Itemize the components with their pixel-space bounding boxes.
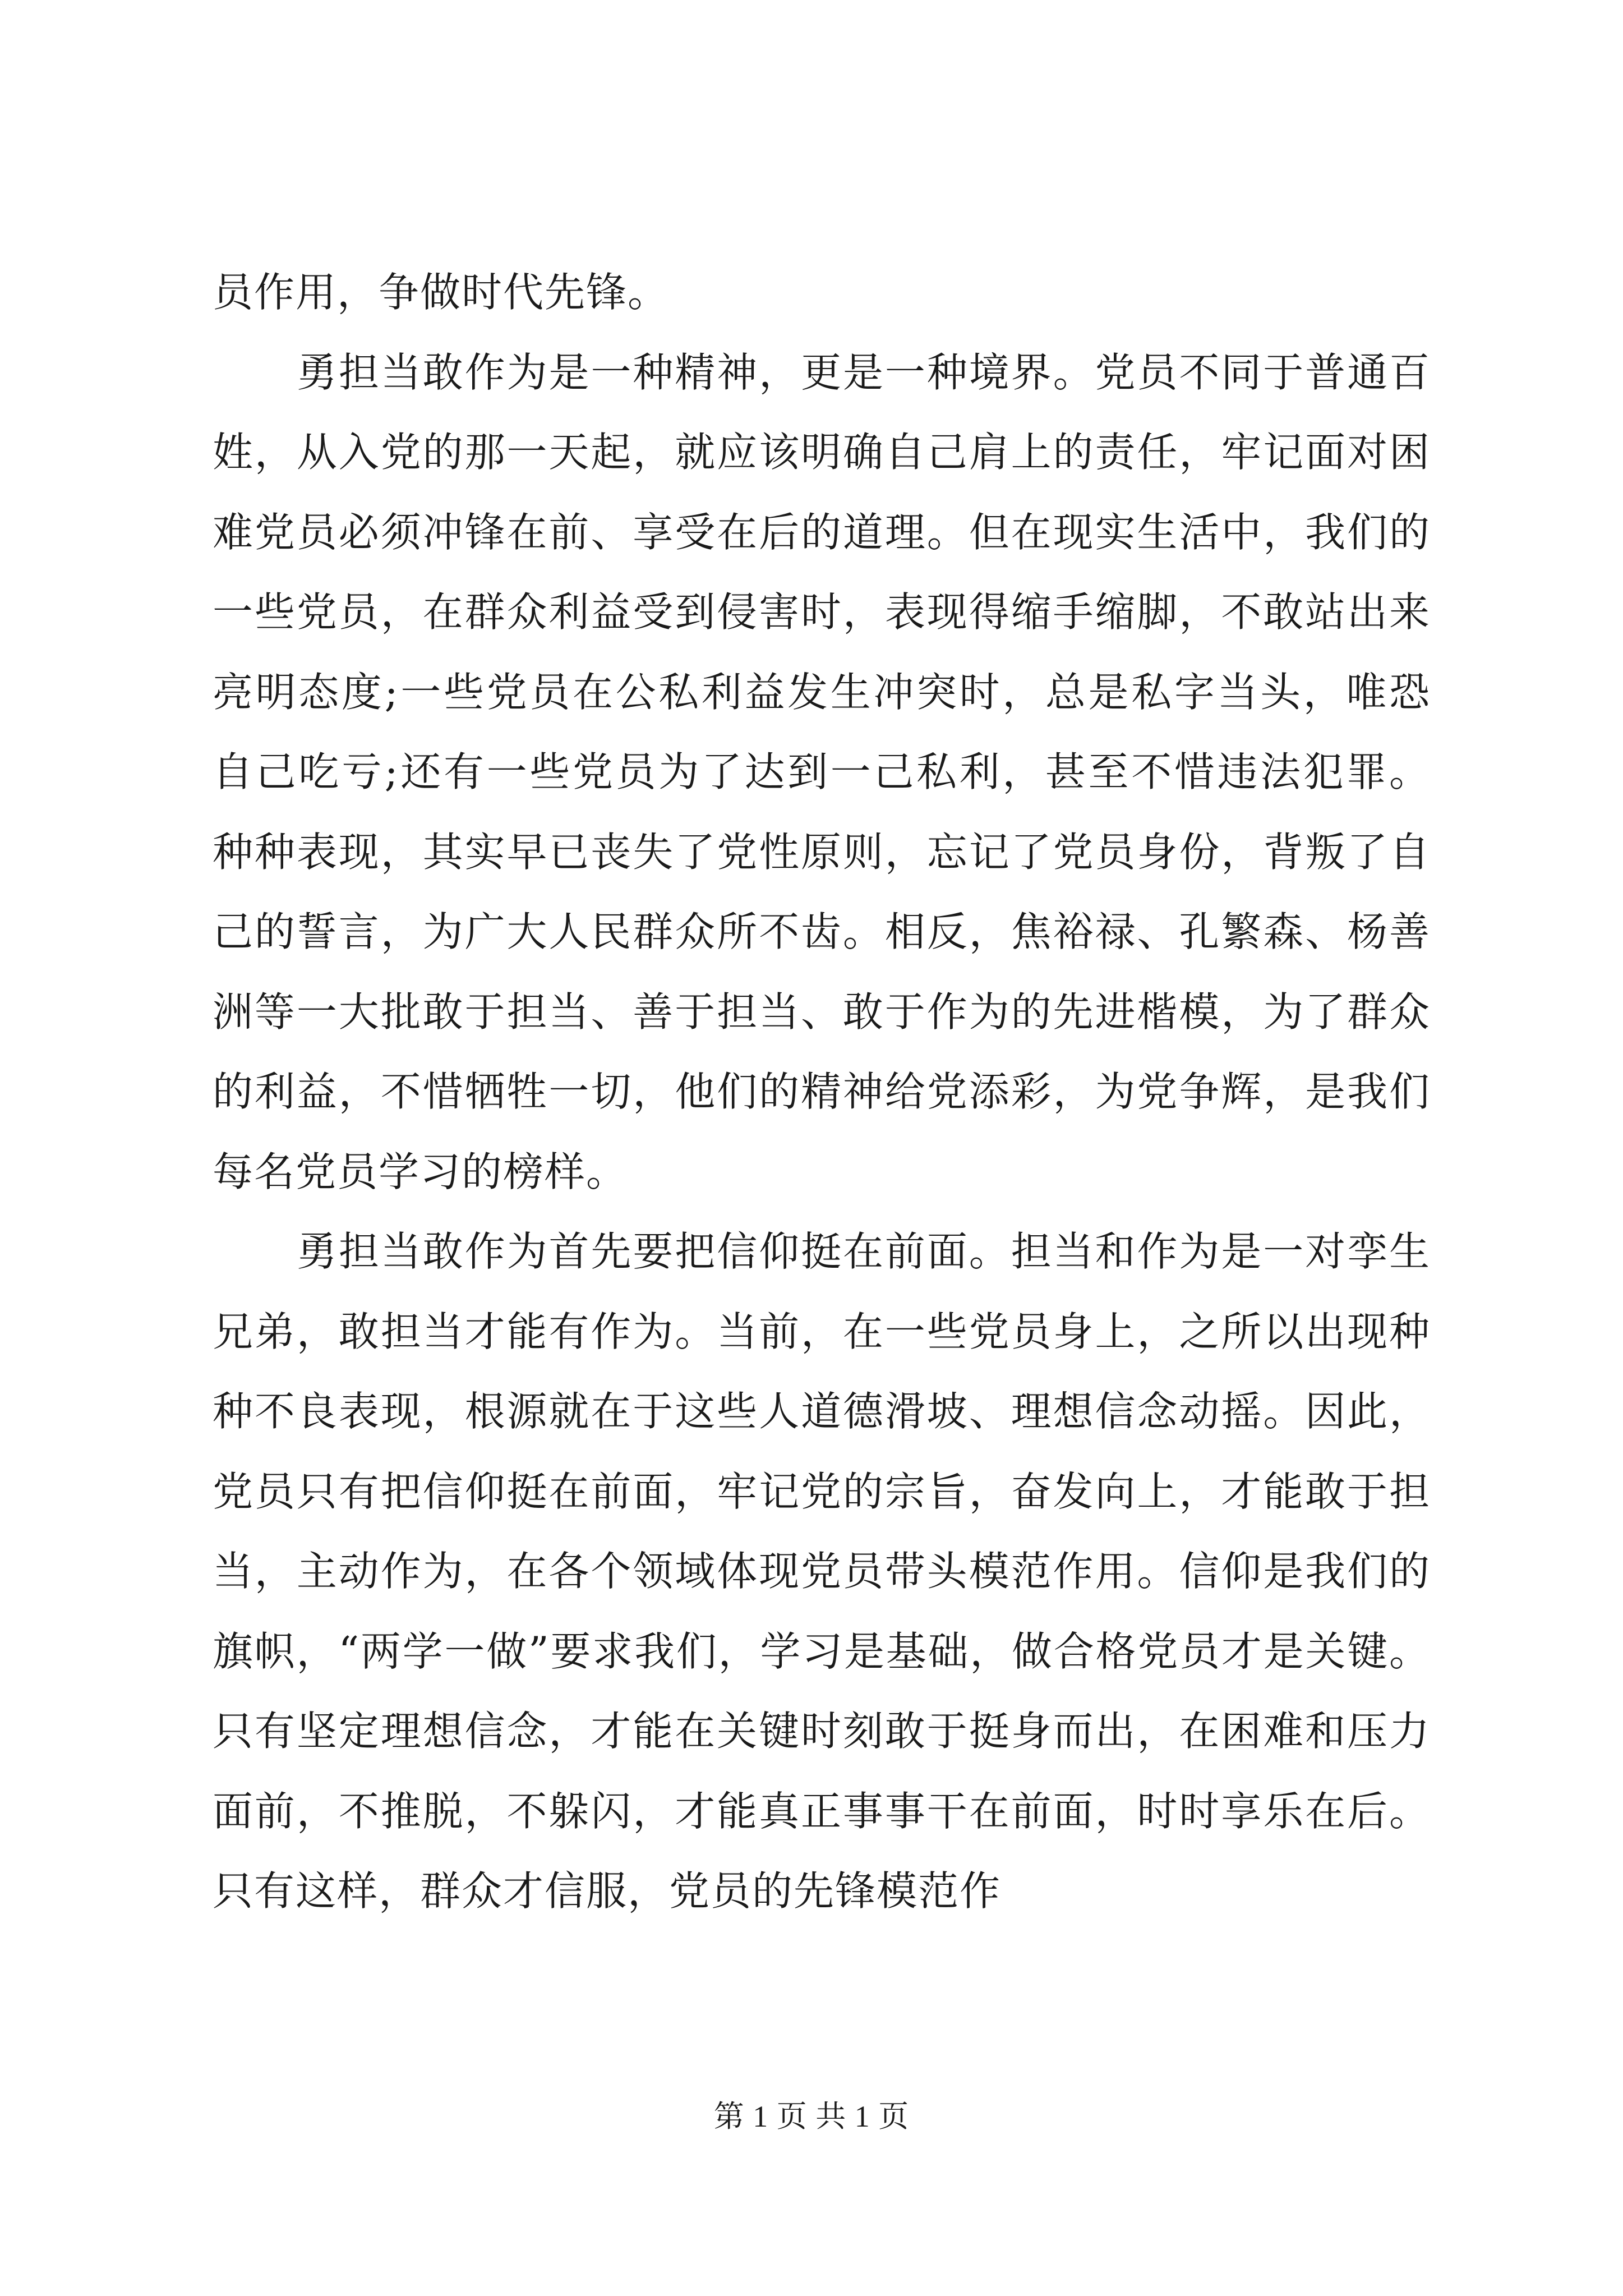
page-number-footer: 第 1 页 共 1 页 — [713, 2100, 910, 2133]
paragraph-faith-first: 勇担当敢作为首先要把信仰挺在前面。担当和作为是一对孪生兄弟，敢担当才能有作为。当前，在一些党员身上，之所以出现种种不良表现，根源就在于这些人道德滑坡、理想信念动摇。因此，党员只有把信仰挺在前面，牢记党的宗旨，奋发向上，才能敢于担当，主动作为，在各个领域体现党员带头模范作用。信仰是我们的旗帜，“两学一做”要求我们，学习是基础，做合格党员才是关键。只有坚定理想信念，才能在关键时刻敢于挺身而出，在困难和压力面前，不推脱，不躲闪，才能真正事事干在前面，时时享乐在后。只有这样，群众才信服，党员的先锋模范作 — [213, 1228, 1431, 1915]
document-body — [213, 252, 1431, 1931]
paragraph-courage-and-action: 勇担当敢作为是一种精神，更是一种境界。党员不同于普通百姓，从入党的那一天起，就应该明确自己肩上的责任，牢记面对困难党员必须冲锋在前、享受在后的道理。但在现实生活中，我们的一些党员，在群众利益受到侵害时，表现得缩手缩脚，不敢站出来亮明态度;一些党员在公私利益发生冲突时，总是私字当头，唯恐自己吃亏;还有一些党员为了达到一己私利，甚至不惜违法犯罪。种种表现，其实早已丧失了党性原则，忘记了党员身份，背叛了自己的誓言，为广大人民群众所不齿。相反，焦裕禄、孔繁森、杨善洲等一大批敢于担当、善于担当、敢于作为的先进楷模，为了群众的利益，不惜牺牲一切，他们的精神给党添彩，为党争辉，是我们每名党员学习的榜样。 — [213, 348, 1431, 1195]
paragraph-continuation: 员作用，争做时代先锋。 — [213, 269, 670, 316]
